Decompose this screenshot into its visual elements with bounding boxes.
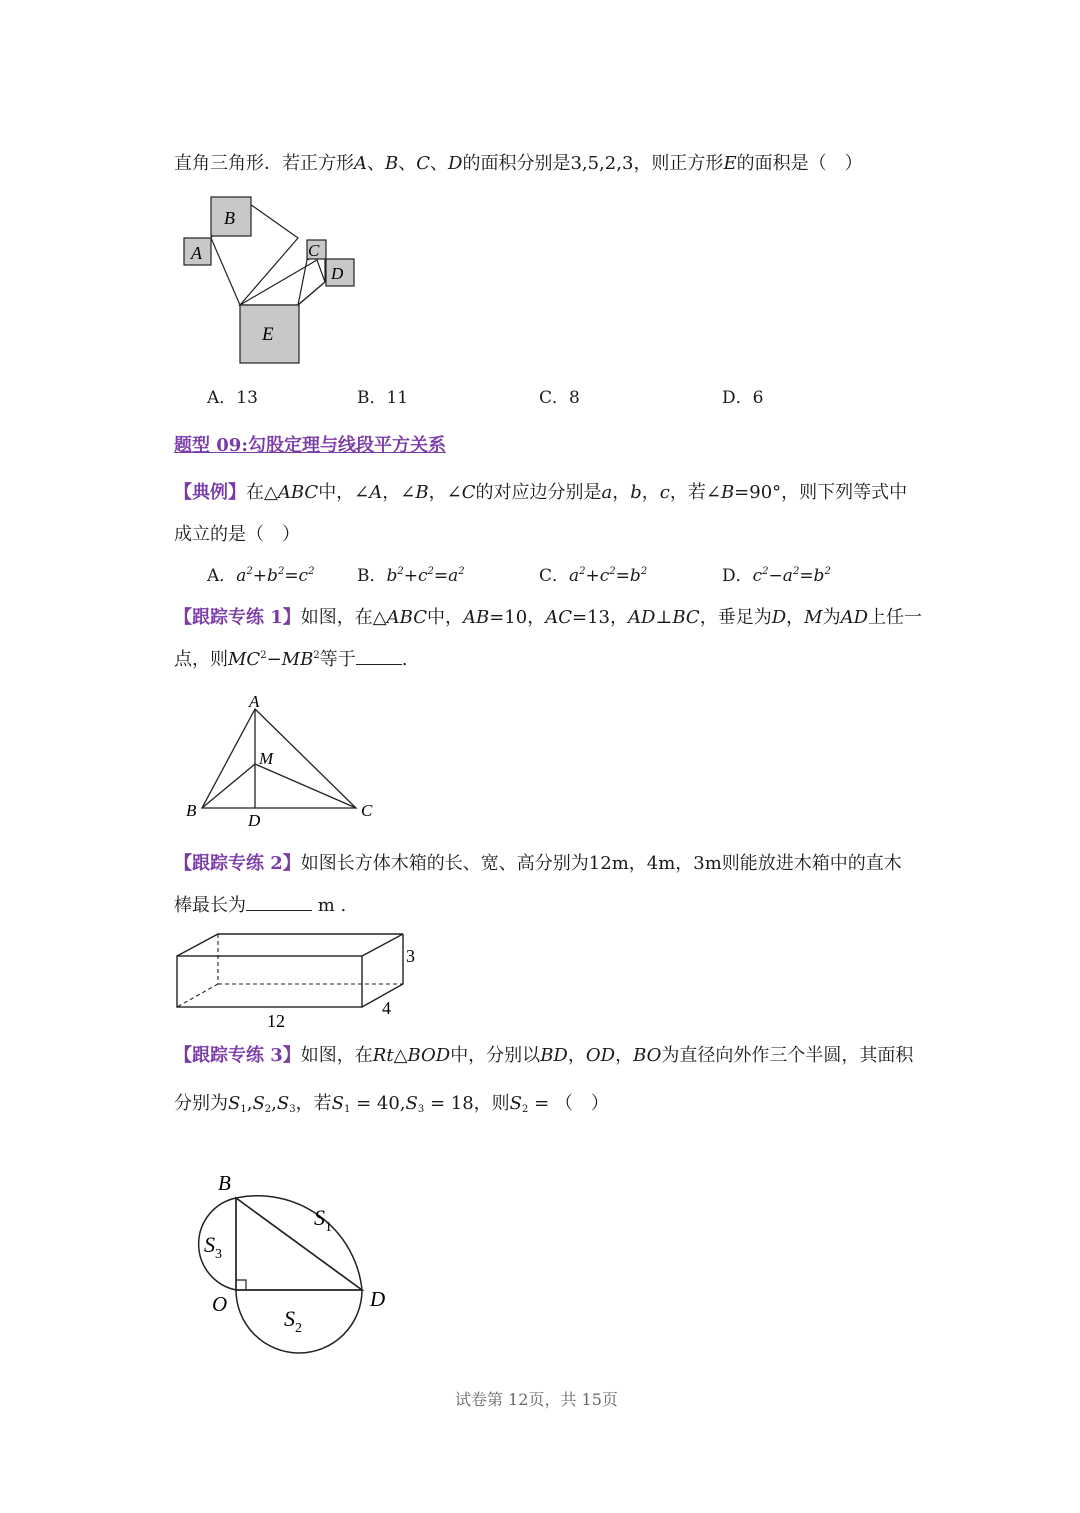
value-ac: =13， bbox=[572, 607, 628, 628]
box-top-face bbox=[177, 934, 403, 956]
fig-label-s3: $S_3$ bbox=[204, 1232, 222, 1262]
answer-blank[interactable] bbox=[356, 648, 402, 665]
label-b: B bbox=[385, 153, 399, 174]
seg-mb: MB bbox=[281, 649, 314, 670]
practice-text: 分别为 bbox=[174, 1093, 228, 1114]
hidden-edges bbox=[177, 934, 403, 1007]
seg-bd: BD bbox=[540, 1045, 568, 1066]
fig-label-b: B bbox=[218, 1171, 231, 1195]
fig-label-a: A bbox=[249, 692, 260, 711]
example-text: 的对应边分别是 bbox=[475, 482, 602, 503]
practice-text: 上任一 bbox=[868, 607, 923, 628]
segment-mc bbox=[255, 764, 356, 808]
right-triangle-bod bbox=[236, 1198, 362, 1290]
fig-label-c: C bbox=[308, 241, 320, 260]
fig-label-b: B bbox=[224, 208, 235, 228]
example-text: 中，∠ bbox=[318, 482, 370, 503]
separator: ， bbox=[567, 1045, 586, 1066]
triangle-symbol: △ bbox=[393, 1045, 408, 1066]
example-text: 在△ bbox=[246, 482, 278, 503]
practice-text: = （ ） bbox=[528, 1093, 609, 1114]
option-d[interactable]: D．6 bbox=[722, 388, 764, 408]
answer-blank[interactable] bbox=[246, 894, 312, 911]
example-option-d[interactable] bbox=[722, 564, 831, 588]
semicircles-figure bbox=[180, 1160, 410, 1368]
label-d: D bbox=[448, 153, 463, 174]
example-option-a[interactable] bbox=[207, 564, 314, 588]
section-title: 题型 09:勾股定理与线段平方关系 bbox=[174, 435, 446, 456]
fig-label-e: E bbox=[262, 324, 274, 345]
practice3-line-1 bbox=[174, 1044, 913, 1068]
right-triangle-area bbox=[240, 260, 325, 305]
formula: $c^2-a^2=b^2$ bbox=[752, 566, 831, 586]
label-e: E bbox=[723, 153, 737, 174]
seg-od: OD bbox=[585, 1045, 616, 1066]
practice-text: 点，则 bbox=[174, 649, 228, 670]
example-option-c[interactable] bbox=[539, 564, 647, 588]
fig-label-c: C bbox=[361, 801, 373, 820]
seg-ad: AD bbox=[628, 607, 656, 628]
s-symbol: S bbox=[228, 1093, 241, 1114]
fig-label-a: A bbox=[191, 243, 202, 263]
seg-mc: MC bbox=[228, 649, 261, 670]
fig-label-s1: $S_1$ bbox=[314, 1205, 332, 1235]
practice2-line-2 bbox=[174, 894, 346, 918]
practice-text: 如图，在 bbox=[300, 1045, 373, 1066]
practice-text: 如图，在△ bbox=[300, 607, 387, 628]
fig-label-d: D bbox=[331, 264, 344, 283]
option-letter: D． bbox=[722, 566, 753, 586]
example-line-2: 成立的是（ ） bbox=[174, 524, 300, 545]
practice-text: 中，分别以 bbox=[450, 1045, 541, 1066]
separator: 、 bbox=[430, 153, 449, 174]
point-m: M bbox=[804, 607, 823, 628]
practice1-tag: 【跟踪专练 1】 bbox=[174, 607, 301, 628]
triangle-name: ABC bbox=[277, 482, 319, 503]
fig-label-o: O bbox=[212, 1292, 228, 1316]
fig-label-d: D bbox=[248, 811, 261, 830]
example-option-b[interactable] bbox=[357, 564, 465, 588]
practice2-line-1 bbox=[174, 852, 902, 876]
period: . bbox=[401, 649, 408, 670]
triangle-abc bbox=[202, 709, 356, 808]
stem-text: 的面积分别是 bbox=[462, 153, 571, 174]
practice3-tag: 【跟踪专练 3】 bbox=[174, 1045, 301, 1066]
page-footer: 试卷第 12页，共 15页 bbox=[455, 1390, 618, 1409]
seg-bo: BO bbox=[633, 1045, 662, 1066]
side-b: b bbox=[630, 482, 642, 503]
option-letter: C． bbox=[539, 566, 570, 586]
s3-value: = 18 bbox=[424, 1093, 474, 1114]
formula: $a^2+c^2=b^2$ bbox=[569, 566, 648, 586]
option-b[interactable]: B．11 bbox=[357, 388, 409, 408]
seg-ac: AC bbox=[545, 607, 572, 628]
practice-text: 中， bbox=[426, 607, 463, 628]
angle-b: B bbox=[415, 482, 429, 503]
box-figure bbox=[170, 926, 430, 1032]
fig-label-s2: $S_2$ bbox=[284, 1306, 302, 1336]
right-inner-square bbox=[298, 253, 325, 305]
option-letter: A． bbox=[207, 566, 237, 586]
point-d: D bbox=[771, 607, 787, 628]
practice2-tag: 【跟踪专练 2】 bbox=[174, 853, 301, 874]
separator: 、 bbox=[367, 153, 385, 174]
rt-symbol: Rt bbox=[372, 1045, 394, 1066]
example-line-1: 【典例】在△ABC中，∠A，∠B，∠C的对应边分别是a，b，c，若∠B=90°，则下列等式中 bbox=[174, 482, 908, 503]
separator: ， bbox=[615, 1045, 634, 1066]
s-symbol: S bbox=[509, 1093, 522, 1114]
squares-figure bbox=[180, 192, 360, 368]
practice1-line-1 bbox=[174, 606, 922, 630]
separator: 、 bbox=[398, 153, 417, 174]
example-text: ，∠ bbox=[382, 482, 416, 503]
unit-text: m . bbox=[317, 895, 347, 916]
practice-text: 如图长方体木箱的长、宽、高分别为12m，4m，3m则能放进木箱中的直木 bbox=[300, 853, 902, 874]
angle-c: C bbox=[461, 482, 476, 503]
practice1-line-2: 点，则$MC^2-MB^2$等于 . bbox=[174, 649, 408, 670]
length-label: 12 bbox=[267, 1011, 285, 1031]
practice-text: ，则 bbox=[473, 1093, 510, 1114]
value-ab: =10， bbox=[489, 607, 546, 628]
side-a: a bbox=[601, 482, 613, 503]
height-label: 3 bbox=[406, 946, 415, 966]
stem-text: 的面积是（ ） bbox=[736, 153, 863, 174]
seg-ab: AB bbox=[462, 607, 490, 628]
practice-text: ，若 bbox=[295, 1093, 332, 1114]
area-values: 3,5,2,3 bbox=[570, 153, 634, 174]
label-a: A bbox=[354, 153, 367, 174]
example-tag: 【典例】 bbox=[174, 482, 246, 503]
s1-value: = 40, bbox=[350, 1093, 406, 1114]
practice-text: ，垂足为 bbox=[699, 607, 772, 628]
angle-b: B bbox=[720, 482, 735, 503]
label-c: C bbox=[416, 153, 431, 174]
s-symbol: S bbox=[252, 1093, 265, 1114]
right-angle-mark bbox=[236, 1280, 246, 1290]
practice-text: ， bbox=[786, 607, 805, 628]
question-stem-line bbox=[174, 152, 863, 176]
practice-text: 为 bbox=[822, 607, 841, 628]
option-a[interactable]: A．13 bbox=[207, 388, 258, 408]
stem-text: 直角三角形．若正方形 bbox=[174, 153, 354, 174]
practice-text: 为直径向外作三个半圆，其面积 bbox=[661, 1045, 914, 1066]
formula: $a^2+b^2=c^2$ bbox=[236, 566, 315, 586]
seg-bc: BC bbox=[672, 607, 700, 628]
perp-symbol: ⊥ bbox=[655, 607, 673, 628]
fig-label-d: D bbox=[370, 1287, 386, 1311]
option-c[interactable]: C．8 bbox=[539, 388, 580, 408]
width-label: 4 bbox=[382, 998, 391, 1018]
triangle-name: BOD bbox=[407, 1045, 451, 1066]
practice3-line-2: 分别为$S_1,S_2,S_3$，若$S_1 = 40,S_3 = 18$，则$S_2$ = （ ） bbox=[174, 1093, 609, 1115]
angle-a: A bbox=[369, 482, 383, 503]
stem-text: ，则正方形 bbox=[633, 153, 724, 174]
seg-ad: AD bbox=[840, 607, 869, 628]
s-symbol: S bbox=[405, 1093, 418, 1114]
segment-mb bbox=[202, 764, 255, 808]
option-letter: B． bbox=[357, 566, 387, 586]
example-text: ，若∠ bbox=[669, 482, 721, 503]
fig-label-m: M bbox=[259, 749, 274, 768]
fig-label-b: B bbox=[186, 801, 197, 820]
side-c: c bbox=[659, 482, 670, 503]
practice-text: 棒最长为 bbox=[174, 895, 246, 916]
example-text: ，∠ bbox=[428, 482, 462, 503]
practice-text: 等于 bbox=[319, 649, 356, 670]
formula: $b^2+c^2=a^2$ bbox=[386, 566, 465, 586]
example-text: =90°，则下列等式中 bbox=[734, 482, 908, 503]
box-front-face bbox=[177, 956, 362, 1007]
triangle-figure bbox=[180, 690, 380, 832]
triangle-name: ABC bbox=[386, 607, 427, 628]
s-symbol: S bbox=[276, 1093, 290, 1114]
s-symbol: S bbox=[331, 1093, 344, 1114]
